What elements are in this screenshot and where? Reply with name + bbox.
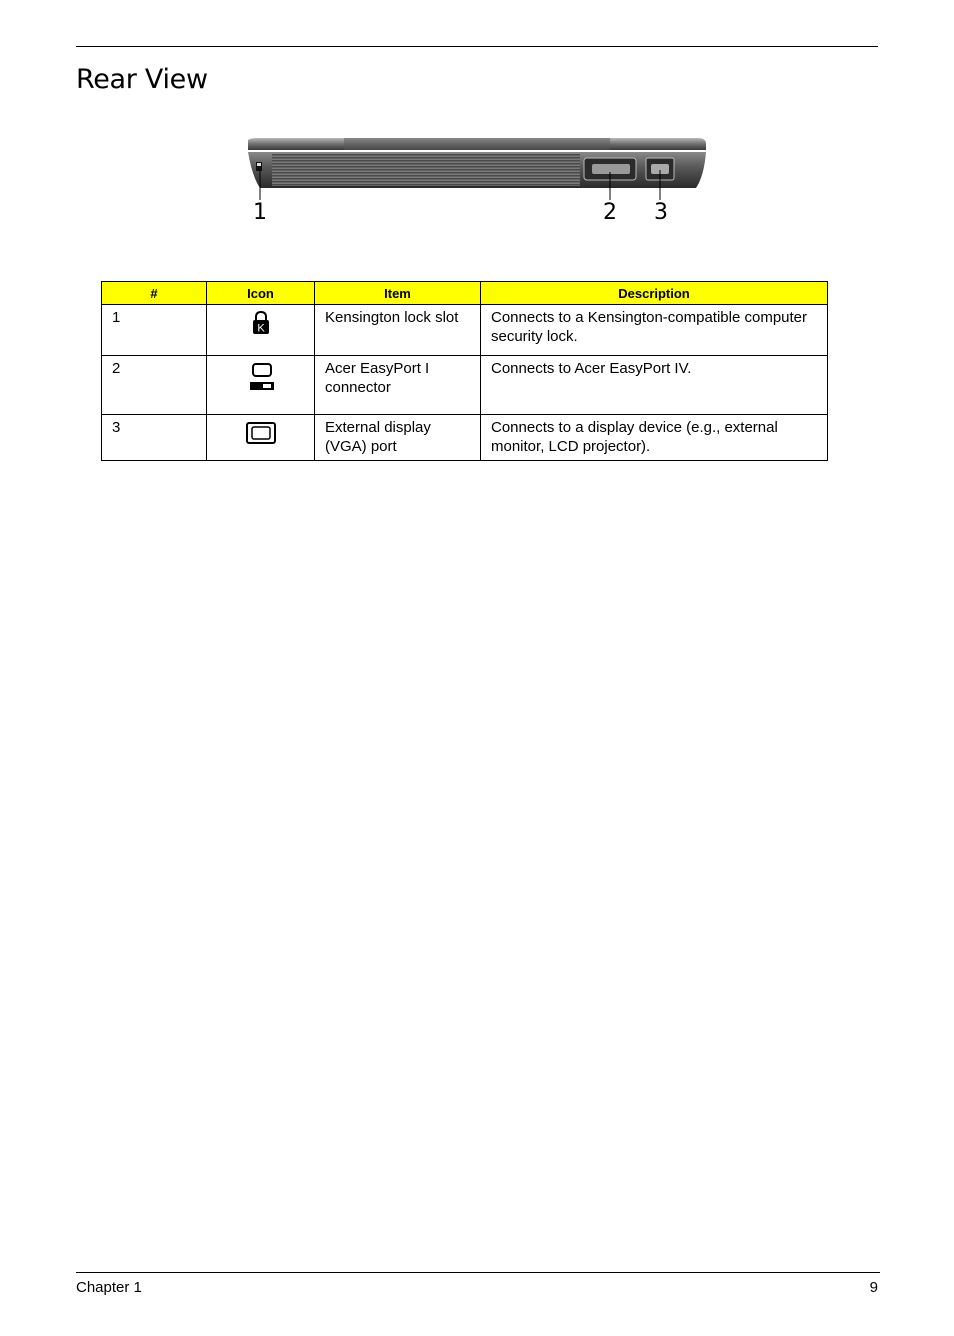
kensington-lock-icon (252, 311, 270, 335)
header-item: Item (315, 282, 481, 305)
table-row (102, 356, 828, 415)
table-row (102, 305, 828, 356)
row-description: Connects to a display device (e.g., external monitor, LCD projector). (481, 415, 828, 461)
easyport-icon (247, 362, 275, 394)
laptop-rear-illustration (244, 136, 710, 200)
footer-rule (76, 1272, 880, 1273)
row-description: Connects to a Kensington-compatible computer security lock. (481, 305, 828, 356)
external-display-icon (245, 421, 277, 445)
header-icon: Icon (207, 282, 315, 305)
page-title: Rear View (76, 64, 208, 95)
row-item: Kensington lock slot (315, 305, 481, 356)
table-row (102, 415, 828, 461)
laptop-rear-figure (244, 136, 710, 230)
row-icon-cell (207, 356, 315, 415)
rear-view-table (101, 281, 828, 461)
row-number: 3 (102, 415, 207, 461)
row-icon-cell (207, 305, 315, 356)
row-number: 1 (102, 305, 207, 356)
row-number: 2 (102, 356, 207, 415)
callout-3: 3 (654, 200, 668, 225)
row-icon-cell (207, 415, 315, 461)
header-rule (76, 46, 878, 47)
header-number: # (102, 282, 207, 305)
header-description: Description (481, 282, 828, 305)
footer-page-number: 9 (869, 1279, 878, 1296)
footer-chapter: Chapter 1 (76, 1279, 142, 1296)
row-item: Acer EasyPort I connector (315, 356, 481, 415)
row-description: Connects to Acer EasyPort IV. (481, 356, 828, 415)
table-header-row (102, 282, 828, 305)
svg-text:K: K (256, 322, 265, 335)
callout-1: 1 (253, 200, 267, 225)
row-item: External display (VGA) port (315, 415, 481, 461)
callout-2: 2 (603, 200, 617, 225)
